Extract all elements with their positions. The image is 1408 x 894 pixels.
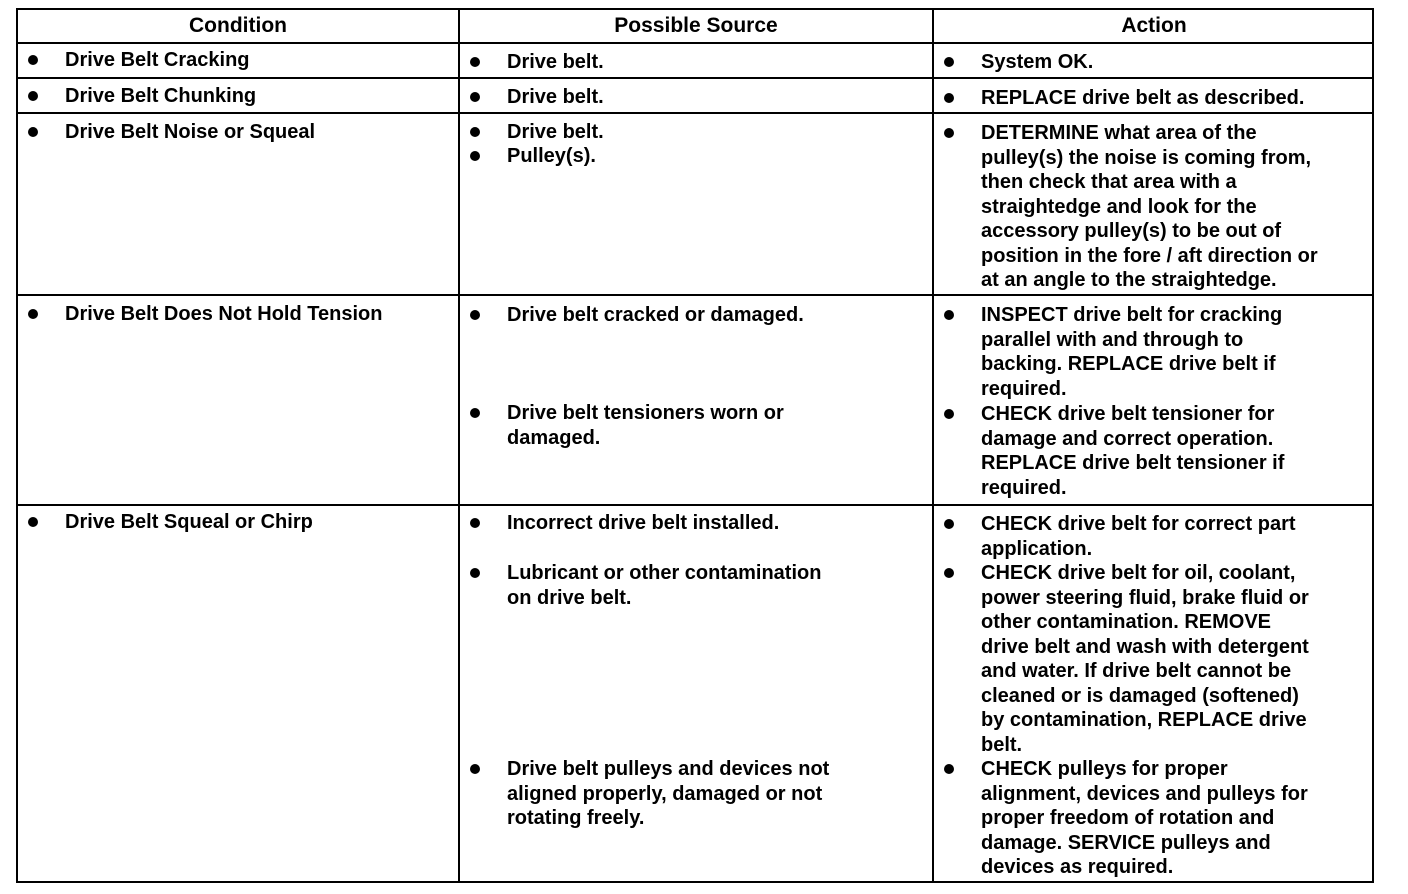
bullet-icon [470, 57, 480, 67]
bullet-icon [28, 55, 38, 65]
bullet-icon [944, 128, 954, 138]
column-divider [458, 10, 460, 881]
bullet-icon [470, 408, 480, 418]
bullet-icon [944, 57, 954, 67]
bullet-icon [470, 127, 480, 137]
bullet-icon [944, 409, 954, 419]
bullet-icon [28, 127, 38, 137]
bullet-icon [944, 93, 954, 103]
bullet-icon [470, 764, 480, 774]
bullet-icon [28, 91, 38, 101]
belt-diagnosis-table: Condition Possible Source Action Drive Belt Cracking Drive belt. System OK. Drive Belt Chunking Drive belt. REPLACE drive belt as described. Drive Belt Noise or Squeal Drive belt. Pulley(s). DETERMINE what area of the pulley(s) the noise is coming from, then check that area with a straightedge and look for the accessory pulley(s) to be out of position in the fore / aft direction or at an angle to the straightedge. Drive Belt Does Not Hold Tension Drive belt cracked or damaged. Drive belt tensioners worn or damaged. INSPECT drive belt for cracking parallel with and through to backing. REPLACE drive belt if required. CHECK drive belt tensioner for damage and correct operation. REPLACE drive belt tensioner if required. Drive Belt Squeal or Chirp Incorrect drive belt installed. Lubricant or other contamination on drive belt. Drive belt pulleys and devices not aligned properly, damaged or not rotating freely. CHECK drive belt for correct part application. CHECK drive belt for oil, coolant, power steering fluid, brake fluid or other contamination. REMOVE drive belt and wash with detergent and water. If drive belt cannot be cleaned or is damaged (softened) by contamination, REPLACE drive belt. CHECK pulleys for proper alignment, devices and pulleys for proper freedom of rotation and damage. SERVICE pulleys and devices as required. [16, 8, 1374, 883]
header-action: Action [1121, 14, 1187, 37]
bullet-icon [470, 518, 480, 528]
bullet-icon [944, 519, 954, 529]
row-divider [18, 504, 1372, 506]
bullet-icon [470, 310, 480, 320]
bullet-icon [470, 568, 480, 578]
header-divider [18, 42, 1372, 44]
bullet-icon [28, 517, 38, 527]
bullet-icon [470, 92, 480, 102]
row-divider [18, 112, 1372, 114]
column-divider [932, 10, 934, 881]
row-divider [18, 77, 1372, 79]
bullet-icon [28, 309, 38, 319]
bullet-icon [470, 151, 480, 161]
bullet-icon [944, 310, 954, 320]
row-divider [18, 294, 1372, 296]
bullet-icon [944, 764, 954, 774]
header-condition: Condition [189, 14, 287, 37]
header-possible-source: Possible Source [614, 14, 778, 37]
bullet-icon [944, 568, 954, 578]
